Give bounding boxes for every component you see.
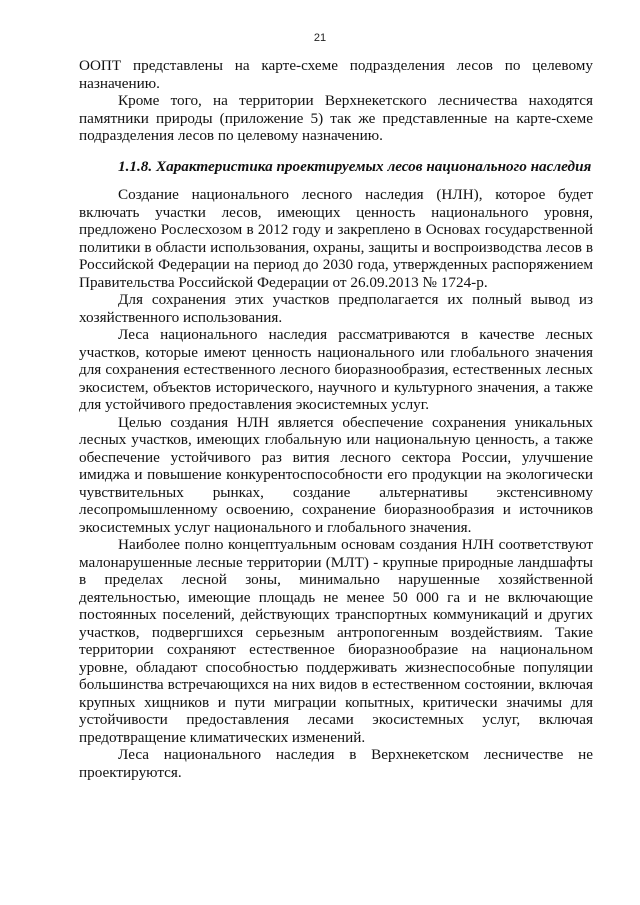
document-body	[79, 57, 593, 781]
page-number: 21	[313, 32, 327, 44]
paragraph-nature-monuments: Кроме того, на территории Верхнекетского лесничества находятся памятники природы (приложение 5) так же представленные на карте-схеме подразделения лесов по целевому назначению.	[79, 92, 593, 144]
paragraph-nln-creation: Создание национального лесного наследия (НЛН), которое будет включать участки лесов, имеющих ценность национального уровня, предложено Рослесхозом в 2012 году и закреплено в Основах государственной политики в области использования, охраны, защиты и воспроизводства лесов в Российской Федерации на период до 2030 года, утвержденных распоряжением Правительства Российской Федерации от 26.09.2013 № 1724-р.	[79, 186, 593, 291]
paragraph-conclusion: Леса национального наследия в Верхнекетском лесничестве не проектируются.	[79, 746, 593, 781]
paragraph-withdrawal: Для сохранения этих участков предполагается их полный вывод из хозяйственного использования.	[79, 291, 593, 326]
section-heading: 1.1.8. Характеристика проектируемых лесов национального наследия	[118, 157, 592, 175]
paragraph-nln-definition: Леса национального наследия рассматриваются в качестве лесных участков, которые имеют ценность национального или глобального значения для сохранения естественного лесного биоразнообразия, естественных лесных экосистем, объектов исторического, научного и культурного значения, а также для устойчивого предоставления экосистемных услуг.	[79, 326, 593, 413]
paragraph-nln-goal: Целью создания НЛН является обеспечение сохранения уникальных лесных участков, имеющих глобальную или национальную ценность, а также обеспечение устойчивого раз вития лесного сектора России, улучшение имиджа и повышение конкурентоспособности его продукции на экологически чувствительных рынках, создание альтернативы экстенсивному лесопромышленному освоению, сохранение биоразнообразия и источников экосистемных услуг национального и глобального значения.	[79, 413, 593, 536]
paragraph-oopt: ООПТ представлены на карте-схеме подразделения лесов по целевому назначению.	[79, 57, 593, 92]
paragraph-mlt: Наиболее полно концептуальным основам создания НЛН соответствуют малонарушенные лесные территории (МЛТ) - крупные природные ландшафты в пределах лесной зоны, минимально нарушенные хозяйственной деятельностью, имеющие площадь не менее 50 000 га и не включающие постоянных поселений, действующих транспортных коммуникаций и других участков, подвергшихся серьезным антропогенным воздействиям. Такие территории сохраняют естественное биоразнообразие на национальном уровне, обладают способностью поддерживать жизнеспособные популяции большинства встречающихся на них видов в естественном состоянии, включая крупных хищников и пути миграции копытных, критически значимы для устойчивости предоставления лесами экосистемных услуг, включая предотвращение климатических изменений.	[79, 536, 593, 746]
